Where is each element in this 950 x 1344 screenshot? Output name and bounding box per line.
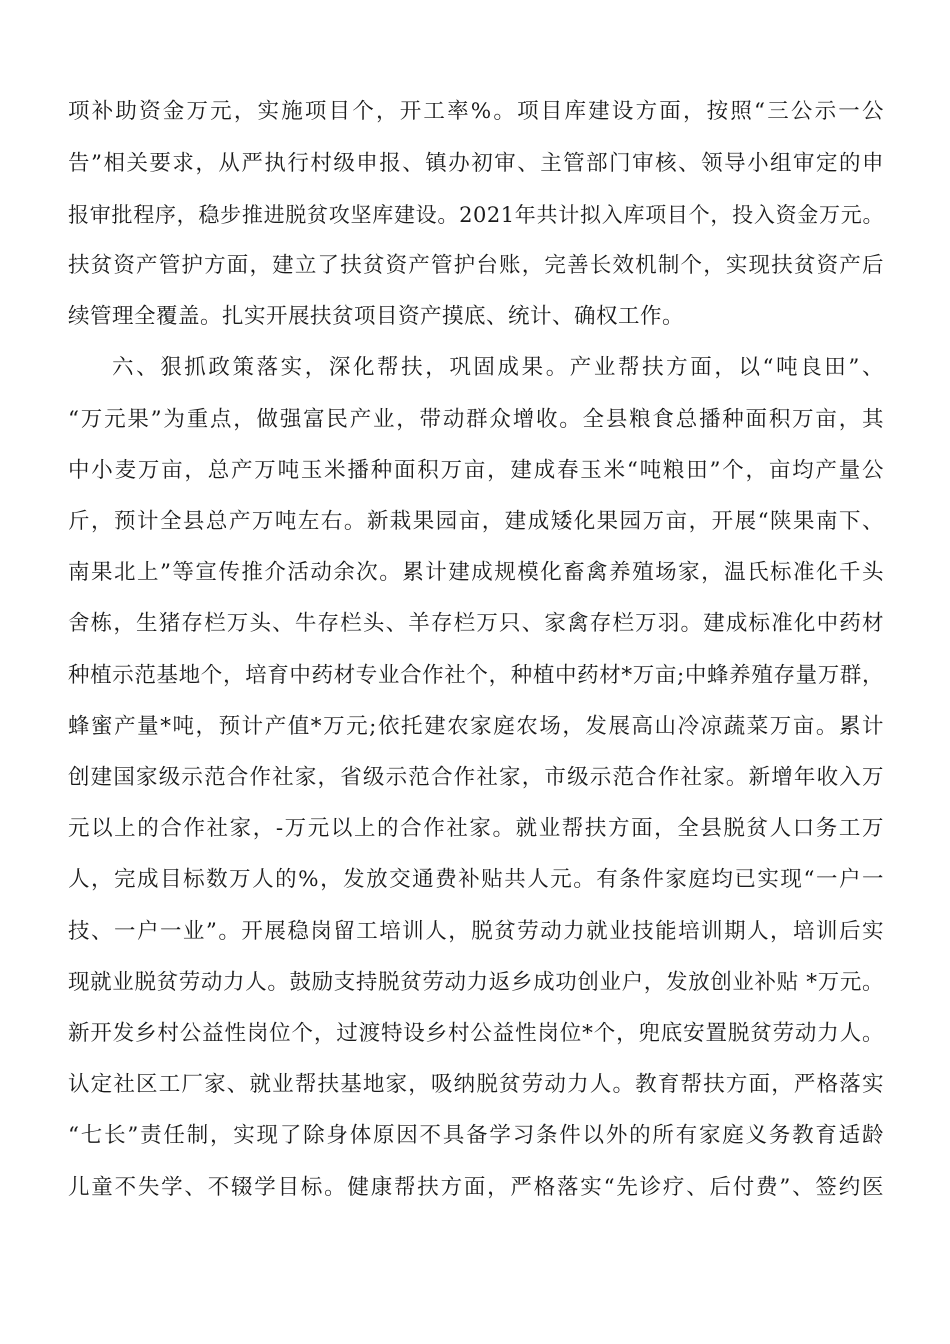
text-line-4: 扶贫资产管护方面，建立了扶贫资产管护台账，完善长效机制个，实现扶贫资产后 [68, 253, 884, 278]
text-line-3: 报审批程序，稳步推进脱贫攻坚库建设。2021年共计拟入库项目个，投入资金万元。 [68, 203, 884, 227]
text-line-13: 蜂蜜产量*吨，预计产值*万元;依托建农家庭农场，发展高山冷凉蔬菜万亩。累计 [68, 714, 884, 739]
text-line-18: 现就业脱贫劳动力人。鼓励支持脱贫劳动力返乡成功创业户，发放创业补贴 *万元。 [68, 970, 884, 995]
text-line-2: 告”相关要求，从严执行村级申报、镇办初审、主管部门审核、领导小组审定的申 [68, 151, 884, 176]
text-line-1: 项补助资金万元，实施项目个，开工率%。项目库建设方面，按照“三公示一公 [68, 99, 884, 124]
text-line-14: 创建国家级示范合作社家，省级示范合作社家，市级示范合作社家。新增年收入万 [68, 765, 884, 790]
text-line-5: 续管理全覆盖。扎实开展扶贫项目资产摸底、统计、确权工作。 [68, 304, 685, 329]
text-line-10: 南果北上”等宣传推介活动余次。累计建成规模化畜禽养殖场家，温氏标准化千头 [68, 560, 884, 585]
text-line-15: 元以上的合作社家，-万元以上的合作社家。就业帮扶方面，全县脱贫人口务工万 [68, 816, 884, 841]
text-line-6: 六、狠抓政策落实，深化帮扶，巩固成果。产业帮扶方面，以“吨良田”、 [112, 355, 884, 380]
text-line-19: 新开发乡村公益性岗位个，过渡特设乡村公益性岗位*个，兜底安置脱贫劳动力人。 [68, 1021, 884, 1046]
text-line-16: 人，完成目标数万人的%，发放交通费补贴共人元。有条件家庭均已实现“一户一 [68, 867, 884, 892]
text-line-7: “万元果”为重点，做强富民产业，带动群众增收。全县粮食总播种面积万亩，其 [68, 407, 884, 432]
text-line-20: 认定社区工厂家、就业帮扶基地家，吸纳脱贫劳动力人。教育帮扶方面，严格落实 [68, 1072, 884, 1097]
text-line-17: 技、一户一业”。开展稳岗留工培训人，脱贫劳动力就业技能培训期人，培训后实 [68, 919, 884, 944]
text-line-22: 儿童不失学、不辍学目标。健康帮扶方面，严格落实“先诊疗、后付费”、签约医 [68, 1175, 884, 1200]
text-line-11: 舍栋，生猪存栏万头、牛存栏头、羊存栏万只、家禽存栏万羽。建成标准化中药材 [68, 611, 884, 636]
text-line-21: “七长”责任制，实现了除身体原因不具备学习条件以外的所有家庭义务教育适龄 [68, 1123, 884, 1148]
text-line-9: 斤，预计全县总产万吨左右。新栽果园亩，建成矮化果园万亩，开展“陕果南下、 [68, 509, 884, 534]
text-line-8: 中小麦万亩，总产万吨玉米播种面积万亩，建成春玉米“吨粮田”个，亩均产量公 [68, 458, 884, 483]
text-line-12: 种植示范基地个，培育中药材专业合作社个，种植中药材*万亩;中蜂养殖存量万群， [68, 663, 884, 688]
